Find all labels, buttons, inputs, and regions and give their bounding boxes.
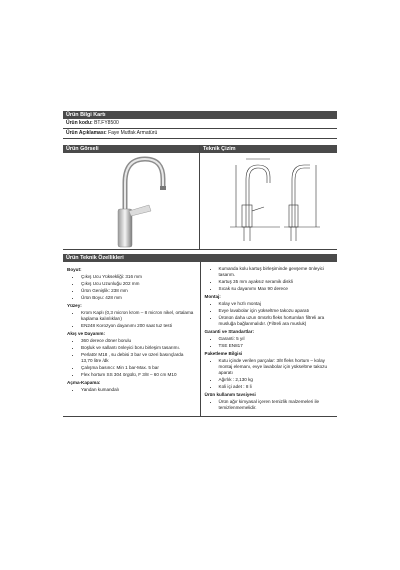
- mounting-list: [205, 301, 334, 327]
- product-code-row: [63, 119, 337, 129]
- spec-item: • Flex hortum SS 304 örgülü, F 3/8 – 60 cm M10: [81, 372, 196, 378]
- spec-item: • Krom Kaplı (0,3 micron krom – 8 micron nikel, ortalama kaplama kalınlıkları): [81, 310, 196, 322]
- spec-item: • Ağırlık : 2,130 kg: [219, 377, 334, 383]
- packaging-title: Paketleme Bilgisi: [204, 351, 243, 356]
- spec-item: • Koli içi adet : 8 li: [219, 384, 334, 390]
- product-code-label: Ürün kodu:: [66, 120, 93, 126]
- spec-item: • Ürünün daha uzun ömürlü fleks hortumları filtreli ara musluğa bağlanmalıdır. (Filtreli ara musluk): [219, 315, 334, 327]
- specs-header: Ürün Teknik Özellikleri: [63, 254, 337, 262]
- product-description-value: Faye Mutfak Armatürü: [108, 130, 158, 136]
- spec-item: • Garanti: 5 yıl: [219, 336, 334, 342]
- spec-item: • Kutu içinde verilen parçalar: 3/8 fleks hortum – kolay montaj elemanı, evye lavabolar için yükseltme takozu aparatı: [219, 358, 334, 376]
- surface-title: Yüzey:: [67, 303, 82, 308]
- open-close-title: Açma-Kapama:: [67, 380, 101, 385]
- faucet-drawing: [200, 153, 337, 249]
- product-description-label: Ürün Açıklaması:: [66, 130, 107, 136]
- specs-body: [63, 262, 337, 417]
- spec-item: • Evye lavabolar için yükseltme takozu aparatı: [219, 308, 334, 314]
- faucet-image: [63, 153, 199, 249]
- warranty-list: [205, 336, 334, 349]
- technical-drawing-header: Teknik Çizim: [200, 145, 337, 153]
- spec-item: • Kumanda kolu kartuş birleşiminde gevşeme önleyici tasarım.: [219, 266, 334, 278]
- spec-item: • Kartuş 35 mm ayaksız seramik diskli: [219, 279, 334, 285]
- spec-item: • EN248 Korozyon dayanımı 200 saat tuz testi: [81, 323, 196, 329]
- spec-item: • Çıkış Ucu Yüksekliği: 316 mm: [81, 274, 196, 280]
- specs-right-column: [200, 262, 338, 416]
- product-code-value: BT.FY8500: [94, 120, 119, 126]
- usage-title: Ürün kullanım tavsiyesi: [204, 392, 256, 397]
- spec-item: • Ürün Boyu: 428 mm: [81, 295, 196, 301]
- packaging-list: [205, 358, 334, 390]
- spec-item: • Perlatör M18 , su debisi 3 bar ve üzeri basınçlarda 13,70 litre /dk: [81, 352, 196, 364]
- open-close-list: [67, 387, 196, 393]
- dimension-title: Boyut:: [67, 267, 82, 272]
- usage-list: [205, 399, 334, 411]
- cartridge-list: [205, 266, 334, 292]
- spec-item: • Kolay ve hızlı montaj: [219, 301, 334, 307]
- technical-drawing: [200, 153, 337, 250]
- specs-left-column: [63, 262, 200, 416]
- spec-item: • TSE EN817: [219, 343, 334, 349]
- spec-item: • Ürün Genişlik: 238 mm: [81, 288, 196, 294]
- spec-item: • Boşluk ve sallantı önleyici boru birleşim tasarımı.: [81, 345, 196, 351]
- product-image: [63, 153, 199, 250]
- warranty-title: Garanti ve Standartlar:: [204, 329, 255, 334]
- spec-item: • Yandan kumandalı: [81, 387, 196, 393]
- product-image-header: Ürün Görseli: [63, 145, 199, 153]
- spec-item: • Çalışma basıncı: Min 1 bar-Max. 5 bar: [81, 365, 196, 371]
- flow-title: Akış ve Dayanım:: [67, 331, 106, 336]
- product-description-row: [63, 129, 337, 139]
- dimension-list: [67, 274, 196, 301]
- image-section: [63, 145, 337, 250]
- spec-item: • Ürün ağır kimyasal içeren temizlik malzemeleri ile temizlenmemelidir.: [219, 399, 334, 411]
- spec-item: • Sıcak su dayanımı Max 90 derece: [219, 286, 334, 292]
- surface-list: [67, 310, 196, 329]
- spec-item: • 360 derece döner borulu: [81, 338, 196, 344]
- card-title: Ürün Bilgi Kartı: [63, 111, 337, 119]
- flow-list: [67, 338, 196, 378]
- product-info-card: [63, 111, 337, 417]
- mounting-title: Montaj:: [204, 294, 221, 299]
- spec-item: • Çıkış Ucu Uzunluğu 202 mm: [81, 281, 196, 287]
